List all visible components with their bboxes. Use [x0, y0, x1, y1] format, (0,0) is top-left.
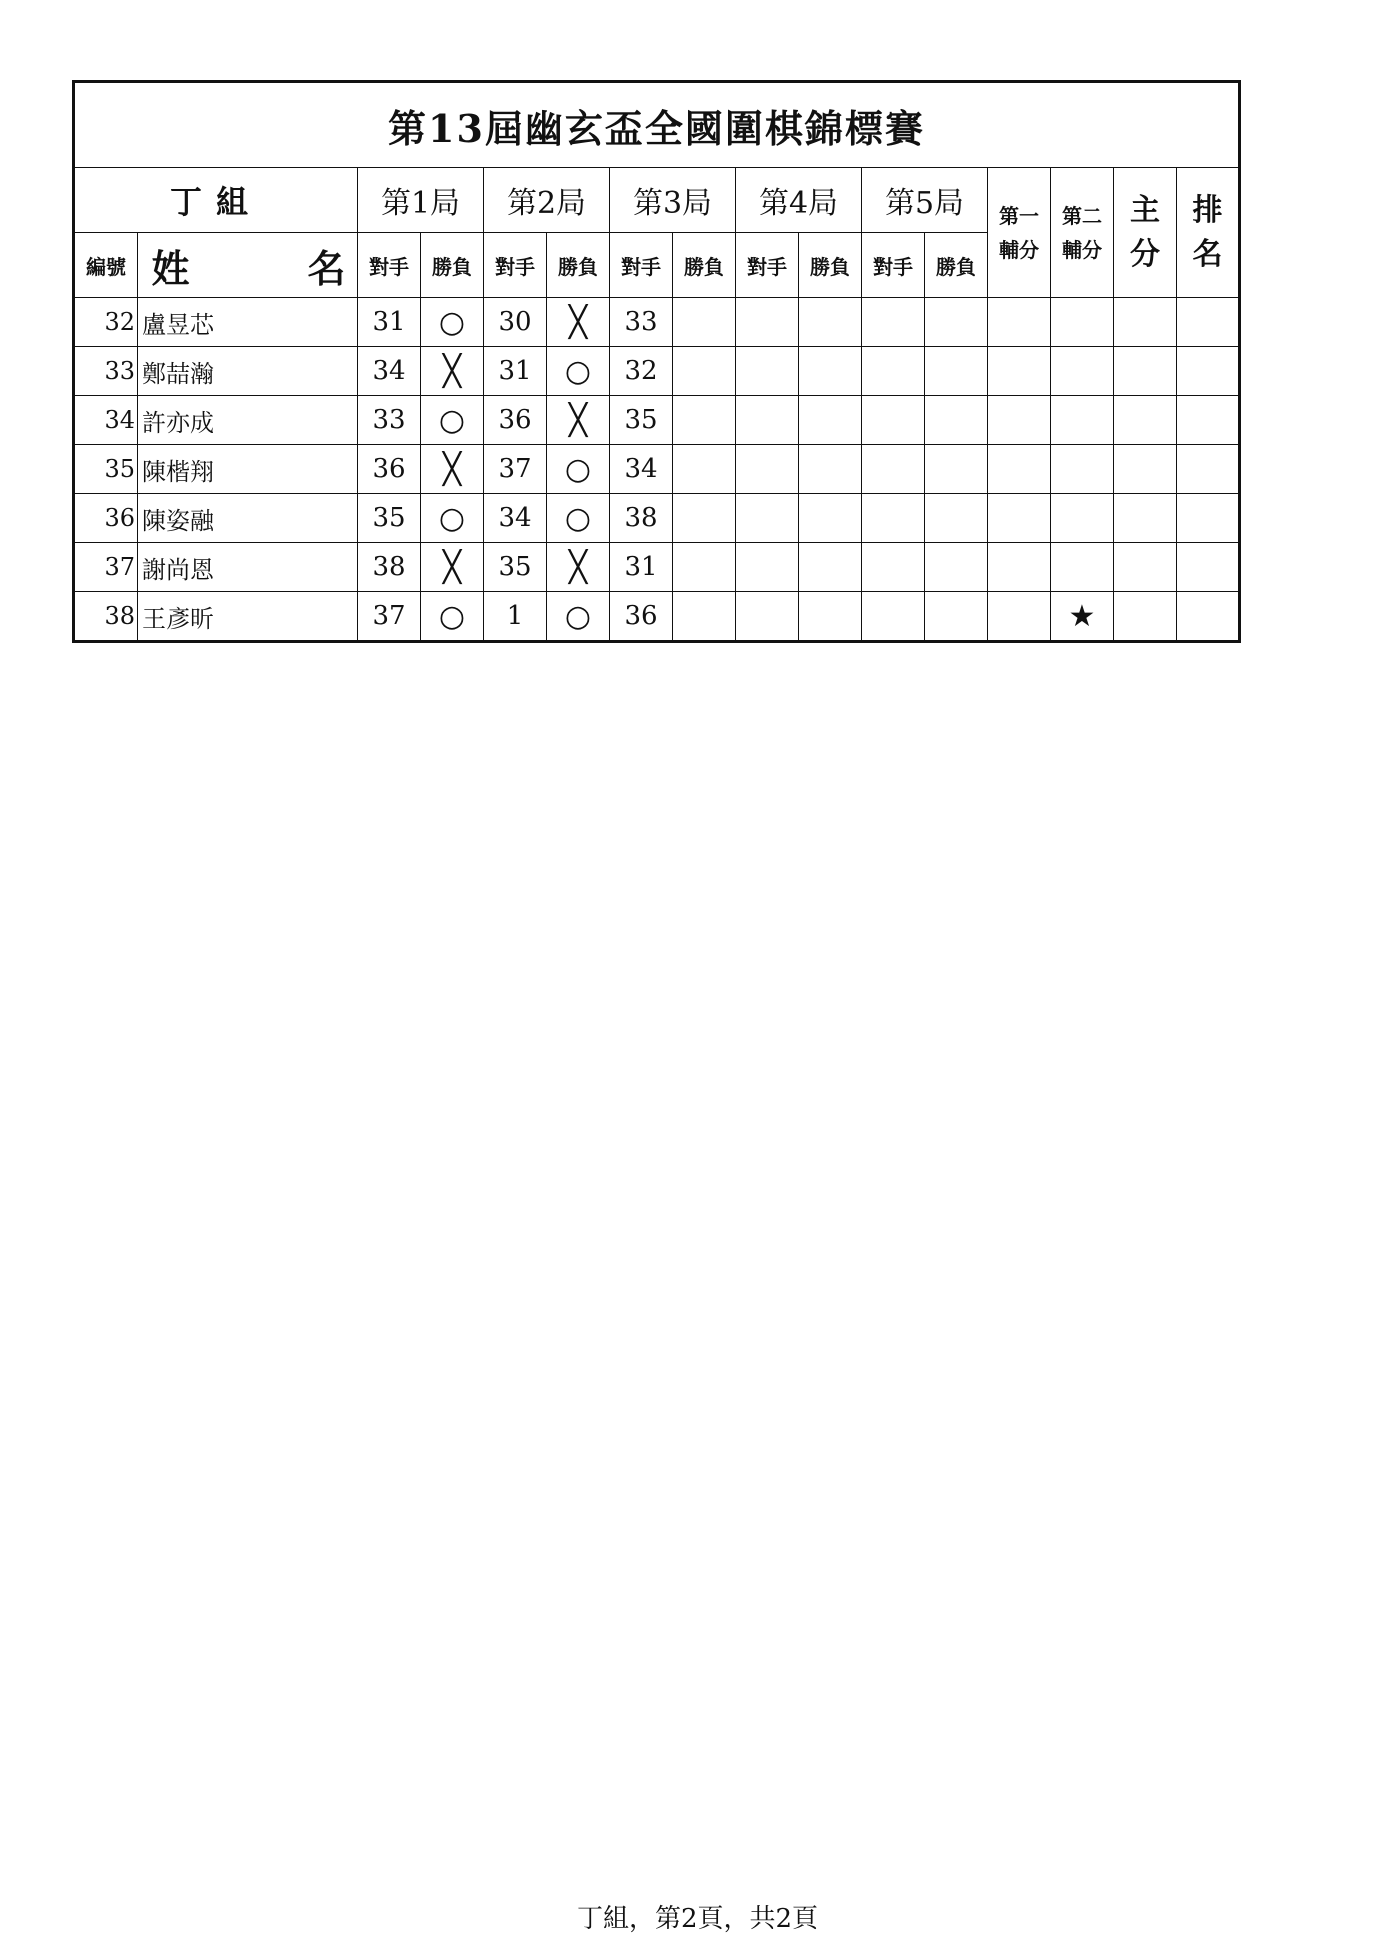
opponent-header: 對手 — [610, 233, 673, 298]
table-row — [74, 445, 1240, 494]
opponent-cell: 38 — [358, 543, 421, 592]
opponent-cell — [736, 445, 799, 494]
table-row — [74, 347, 1240, 396]
first-tiebreak-line2: 輔分 — [999, 237, 1039, 262]
opponent-cell: 36 — [358, 445, 421, 494]
result-header: 勝負 — [925, 233, 988, 298]
first-tiebreak-cell — [988, 445, 1051, 494]
opponent-cell — [736, 396, 799, 445]
result-header: 勝負 — [547, 233, 610, 298]
player-name: 盧昱芯 — [138, 298, 358, 347]
result-cell: ○ — [547, 592, 610, 642]
main-score-cell — [1114, 347, 1177, 396]
result-header: 勝負 — [673, 233, 736, 298]
result-cell: ╳ — [547, 543, 610, 592]
player-id: 38 — [74, 592, 138, 642]
main-score-cell — [1114, 543, 1177, 592]
rank-cell — [1177, 396, 1240, 445]
main-score-line1: 主 — [1130, 192, 1160, 228]
opponent-header: 對手 — [862, 233, 925, 298]
opponent-cell: 31 — [484, 347, 547, 396]
second-tiebreak-cell — [1051, 298, 1114, 347]
opponent-cell: 32 — [610, 347, 673, 396]
id-header: 編號 — [74, 233, 138, 298]
rank-line1: 排 — [1192, 192, 1223, 228]
opponent-cell: 1 — [484, 592, 547, 642]
opponent-cell — [862, 298, 925, 347]
result-cell: ○ — [421, 298, 484, 347]
first-tiebreak-cell — [988, 494, 1051, 543]
opponent-header: 對手 — [736, 233, 799, 298]
opponent-cell: 34 — [610, 445, 673, 494]
result-cell — [673, 592, 736, 642]
opponent-cell: 31 — [358, 298, 421, 347]
rank-cell — [1177, 347, 1240, 396]
opponent-header: 對手 — [358, 233, 421, 298]
opponent-cell — [862, 494, 925, 543]
opponent-cell: 35 — [484, 543, 547, 592]
result-cell: ╳ — [421, 347, 484, 396]
table-row — [74, 298, 1240, 347]
result-cell: ╳ — [547, 396, 610, 445]
first-tiebreak-line1: 第一 — [999, 203, 1039, 228]
rank-cell — [1177, 445, 1240, 494]
result-cell — [799, 396, 862, 445]
player-id: 32 — [74, 298, 138, 347]
opponent-cell — [862, 396, 925, 445]
first-tiebreak-cell — [988, 347, 1051, 396]
opponent-cell — [736, 298, 799, 347]
round-header-1: 第1局 — [358, 168, 484, 233]
opponent-cell: 36 — [484, 396, 547, 445]
result-cell — [925, 298, 988, 347]
result-cell — [673, 494, 736, 543]
opponent-cell — [862, 445, 925, 494]
first-tiebreak-cell — [988, 298, 1051, 347]
result-cell: ○ — [421, 494, 484, 543]
second-tiebreak-cell — [1051, 543, 1114, 592]
opponent-cell: 35 — [610, 396, 673, 445]
player-name: 陳姿融 — [138, 494, 358, 543]
player-name: 王彥昕 — [138, 592, 358, 642]
opponent-cell: 37 — [358, 592, 421, 642]
opponent-cell — [862, 543, 925, 592]
opponent-cell: 30 — [484, 298, 547, 347]
result-cell — [925, 396, 988, 445]
second-tiebreak-cell — [1051, 396, 1114, 445]
result-cell — [799, 543, 862, 592]
group-label: 丁組 — [74, 168, 358, 233]
opponent-cell: 37 — [484, 445, 547, 494]
table-row — [74, 592, 1240, 642]
result-cell — [925, 347, 988, 396]
result-cell: ○ — [547, 347, 610, 396]
opponent-cell: 34 — [358, 347, 421, 396]
table-row — [74, 543, 1240, 592]
second-tiebreak-cell — [1051, 445, 1114, 494]
main-score-cell — [1114, 445, 1177, 494]
table-title: 第13屆幽玄盃全國圍棋錦標賽 — [74, 82, 1240, 168]
first-tiebreak-cell — [988, 396, 1051, 445]
main-score-line2: 分 — [1130, 236, 1160, 272]
result-cell — [799, 592, 862, 642]
round-header-5: 第5局 — [862, 168, 988, 233]
result-cell — [799, 445, 862, 494]
opponent-cell — [736, 592, 799, 642]
result-cell — [925, 592, 988, 642]
player-name: 陳楷翔 — [138, 445, 358, 494]
result-cell — [673, 396, 736, 445]
rank-cell — [1177, 592, 1240, 642]
main-score-cell — [1114, 396, 1177, 445]
opponent-cell: 31 — [610, 543, 673, 592]
opponent-cell — [736, 494, 799, 543]
rank-cell — [1177, 298, 1240, 347]
rank-cell — [1177, 494, 1240, 543]
main-score-header — [1114, 168, 1177, 298]
result-cell: ○ — [421, 592, 484, 642]
opponent-cell: 35 — [358, 494, 421, 543]
second-tiebreak-line2: 輔分 — [1062, 237, 1102, 262]
rank-header — [1177, 168, 1240, 298]
name-header — [138, 233, 358, 298]
result-cell — [925, 543, 988, 592]
name-header-char1: 姓 — [151, 245, 190, 291]
second-tiebreak-cell — [1051, 494, 1114, 543]
result-cell — [673, 445, 736, 494]
player-id: 37 — [74, 543, 138, 592]
opponent-cell: 33 — [358, 396, 421, 445]
opponent-cell: 33 — [610, 298, 673, 347]
opponent-cell: 36 — [610, 592, 673, 642]
opponent-cell — [862, 592, 925, 642]
second-tiebreak-cell: ★ — [1051, 592, 1114, 642]
result-cell — [673, 298, 736, 347]
player-name: 許亦成 — [138, 396, 358, 445]
player-id: 36 — [74, 494, 138, 543]
result-cell: ○ — [547, 445, 610, 494]
main-score-cell — [1114, 298, 1177, 347]
player-id: 33 — [74, 347, 138, 396]
opponent-cell — [736, 347, 799, 396]
table-row — [74, 494, 1240, 543]
round-header-2: 第2局 — [484, 168, 610, 233]
main-score-cell — [1114, 592, 1177, 642]
opponent-cell — [736, 543, 799, 592]
result-header: 勝負 — [421, 233, 484, 298]
result-cell — [673, 347, 736, 396]
result-cell — [925, 494, 988, 543]
opponent-cell: 34 — [484, 494, 547, 543]
result-header: 勝負 — [799, 233, 862, 298]
result-cell — [799, 347, 862, 396]
player-id: 34 — [74, 396, 138, 445]
first-tiebreak-header — [988, 168, 1051, 298]
first-tiebreak-cell — [988, 543, 1051, 592]
result-cell: ╳ — [547, 298, 610, 347]
result-cell — [799, 494, 862, 543]
player-name: 鄭喆瀚 — [138, 347, 358, 396]
opponent-cell: 38 — [610, 494, 673, 543]
result-cell — [925, 445, 988, 494]
second-tiebreak-cell — [1051, 347, 1114, 396]
opponent-header: 對手 — [484, 233, 547, 298]
result-cell: ╳ — [421, 543, 484, 592]
second-tiebreak-header — [1051, 168, 1114, 298]
round-header-3: 第3局 — [610, 168, 736, 233]
player-name: 謝尚恩 — [138, 543, 358, 592]
page-footer: 丁組，第2頁，共2頁 — [576, 1904, 819, 1934]
first-tiebreak-cell — [988, 592, 1051, 642]
player-id: 35 — [74, 445, 138, 494]
result-cell: ╳ — [421, 445, 484, 494]
main-score-cell — [1114, 494, 1177, 543]
result-cell — [673, 543, 736, 592]
standings-table — [72, 80, 1241, 643]
table-row — [74, 396, 1240, 445]
second-tiebreak-line1: 第二 — [1062, 203, 1102, 228]
result-cell — [799, 298, 862, 347]
result-cell: ○ — [421, 396, 484, 445]
rank-line2: 名 — [1192, 236, 1223, 272]
round-header-4: 第4局 — [736, 168, 862, 233]
result-cell: ○ — [547, 494, 610, 543]
player-rows — [74, 298, 1240, 642]
name-header-char2: 名 — [307, 245, 346, 291]
opponent-cell — [862, 347, 925, 396]
rank-cell — [1177, 543, 1240, 592]
